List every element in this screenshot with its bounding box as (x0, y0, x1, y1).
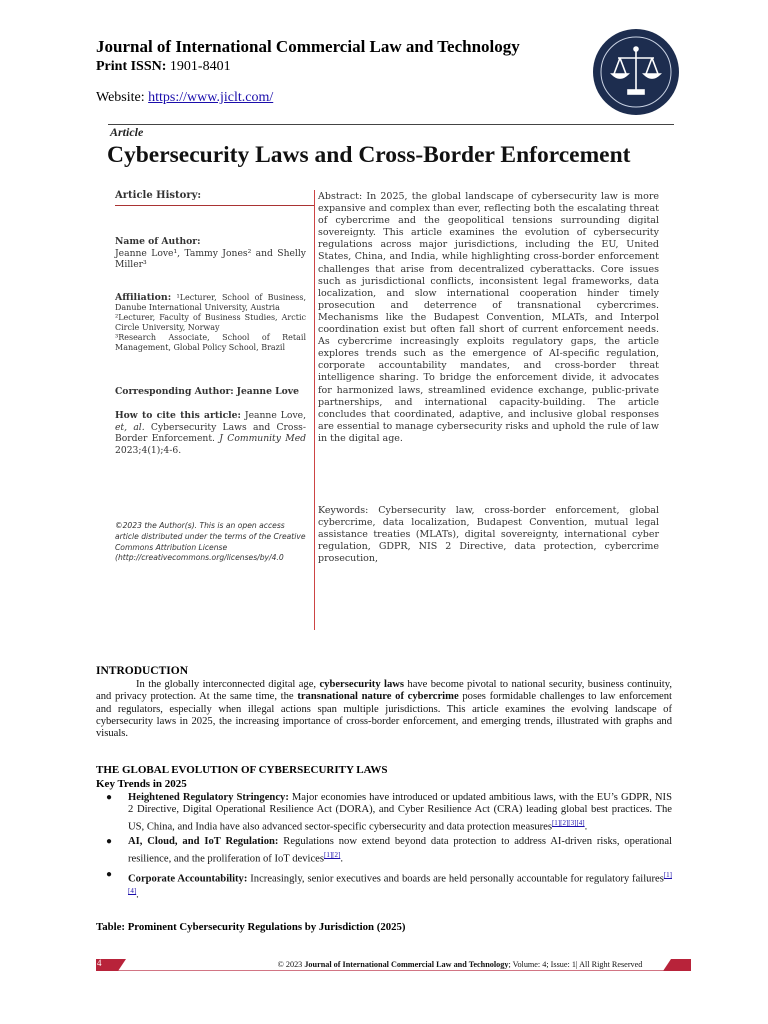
footer-journal: Journal of International Commercial Law and Technology (304, 960, 509, 969)
table-caption: Table: Prominent Cybersecurity Regulations by Jurisdiction (2025) (96, 921, 406, 933)
article-history-heading: Article History: (115, 190, 202, 201)
cite-title: Cybersecurity Laws and Cross-Border Enforcement. (115, 421, 306, 445)
header-rule (108, 124, 674, 125)
keywords-text: Keywords: Cybersecurity law, cross-border enforcement, global cybercrime, data localization, Budapest Convention, mutual legal assistance treaties (MLATs), digital sovereignty, international cyber regulation, GDPR, NIS 2 Directive, data protection, cybercrime prosecution, (318, 505, 659, 565)
cite-journal: J Community Med (219, 433, 307, 445)
bullet-text: Increasingly, senior executives and boards are held personally accountable for regulatory failures (250, 873, 664, 885)
cite-authors: Jeanne Love, (244, 410, 306, 421)
bullet-icon: ● (106, 836, 113, 848)
introduction-heading: INTRODUCTION (96, 665, 189, 677)
intro-bold-1: cybersecurity laws (319, 679, 405, 690)
intro-text-3: poses formidable challenges to law enforcement and regulators, especially when illegal actions span multiple jurisdictions. This article examines the evolving landscape of cybersecurity laws in 2025, the increasing importance of cross-border enforcement, and emerging trends, illustrated with graphs and visuals. (96, 691, 673, 740)
affiliation-1: ¹Lecturer, School of Business, Danube International University, Austria (115, 293, 306, 312)
intro-bold-2: transnational nature of cybercrime (297, 691, 459, 703)
citation-block (115, 410, 306, 456)
corresponding-name: Jeanne Love (236, 386, 299, 397)
history-rule (115, 205, 314, 206)
author-names: Jeanne Love¹, Tammy Jones² and Shelly Miller³ (115, 247, 306, 271)
intro-text-1: In the globally interconnected digital age, (136, 679, 317, 690)
issn-value: 1901-8401 (169, 59, 231, 74)
footer-details: ; Volume: 4; Issue: 1| All Right Reserved (508, 960, 643, 969)
bullet-text: Regulations now extend beyond data protection to address AI-driven risks, operational resilience, and the proliferation of IoT devices (128, 836, 673, 865)
bullet-end: . (136, 889, 139, 901)
corresponding-label: Corresponding Author: (115, 386, 234, 397)
footer-copyright-year: © 2023 (277, 960, 303, 969)
list-item (96, 836, 672, 865)
intro-text-2: have become pivotal to national security, business continuity, and privacy protection. At the same time, the (96, 679, 672, 703)
bullet-label: Corporate Accountability: (128, 873, 248, 885)
bullet-icon: ● (106, 792, 113, 803)
issn-line (96, 58, 596, 76)
corresponding-block (115, 386, 306, 398)
evolution-heading: THE GLOBAL EVOLUTION OF CYBERSECURITY LAWS (96, 764, 388, 776)
citation-link[interactable]: [1][2] (324, 850, 341, 859)
website-label: Website: (96, 90, 145, 105)
introduction-paragraph (96, 679, 672, 740)
author-block (115, 236, 306, 271)
abstract-text: Abstract: In 2025, the global landscape of cybersecurity law is more expansive and complex than ever, reflecting both the escalating threat of cybercrime and the geopolitical tensions surrounding digital sovereignty. This article examines the evolution of cybersecurity regulations across major jurisdictions, including the EU, United States, China, and India, while highlighting cross-border enforcement challenges that arise from decentralized cyberattacks. Core issues such as jurisdictional conflicts, inconsistent legal frameworks, data localization, and slow international cooperation hinder timely prosecution and deterrence of transnational cybercrimes. Mechanisms like the Budapest Convention, MLATs, and Interpol coordination exist but often fall short of current enforcement needs. As cybercrime increasingly exploits regulatory gaps, the article explores trends such as the emergence of AI-specific regulation, corporate accountability mandates, and cross-border threat intelligence sharing. To bridge the enforcement divide, it advocates for harmonized laws, streamlined evidence exchange, public-private partnerships, and international capacity-building. The article concludes that coordinated, adaptive, and inclusive global responses are essential to manage cybersecurity risks and uphold the rule of law in the digital age. (318, 191, 659, 444)
list-item (96, 792, 672, 833)
website-link[interactable]: https://www.jiclt.com/ (148, 90, 274, 105)
citation-link[interactable]: [1][4] (128, 870, 672, 896)
key-trends-heading: Key Trends in 2025 (96, 778, 187, 790)
affiliation-2: ²Lecturer, Faculty of Business Studies, Arctic Circle University, Norway (115, 313, 306, 332)
bullet-text: Major economies have introduced or updated ambitious laws, with the EU’s GDPR, NIS 2 Directive, Digital Operational Resilience Act (DORA), and Cyber Resilience Act (CRA) leading global best practices. The US, China, and India have also advanced sector-specific cybersecurity and data protection measures (128, 792, 672, 833)
page-number: 4 (97, 958, 102, 968)
affiliation-label: Affiliation: (115, 292, 172, 303)
affiliation-3: ³Research Associate, School of Retail Management, Global Policy School, Brazil (115, 333, 306, 352)
journal-header (96, 36, 596, 76)
footer-copyright (230, 959, 690, 971)
bullet-label: Heightened Regulatory Stringency: (128, 792, 289, 803)
bullet-icon: ● (106, 868, 113, 880)
license-notice: ©2023 the Author(s). This is an open access article distributed under the terms of the Creative Commons Attribution License (http://creativecommons.org/licenses/by/4.0 (115, 521, 306, 563)
cite-ref: 2023;4(1);4-6. (115, 444, 182, 456)
article-history-heading-block (115, 190, 306, 204)
issn-label: Print ISSN: (96, 59, 167, 74)
cite-etal: et, al. (115, 421, 145, 433)
affiliation-block (115, 293, 306, 353)
website-line (96, 90, 273, 106)
bullet-end: . (584, 821, 588, 833)
bullet-end: . (340, 853, 343, 865)
list-item (96, 869, 672, 903)
cite-label: How to cite this article: (115, 410, 241, 421)
bullet-label: AI, Cloud, and IoT Regulation: (128, 836, 279, 848)
journal-logo (592, 28, 680, 116)
key-trends-list (96, 792, 672, 905)
article-title: Cybersecurity Laws and Cross-Border Enforcement (107, 142, 631, 168)
column-divider (314, 190, 315, 630)
name-of-author-label: Name of Author: (115, 236, 201, 247)
article-type: Article (110, 125, 144, 139)
citation-link[interactable]: [1][2][3][4] (551, 818, 585, 827)
journal-title: Journal of International Commercial Law and Technology (96, 37, 520, 56)
